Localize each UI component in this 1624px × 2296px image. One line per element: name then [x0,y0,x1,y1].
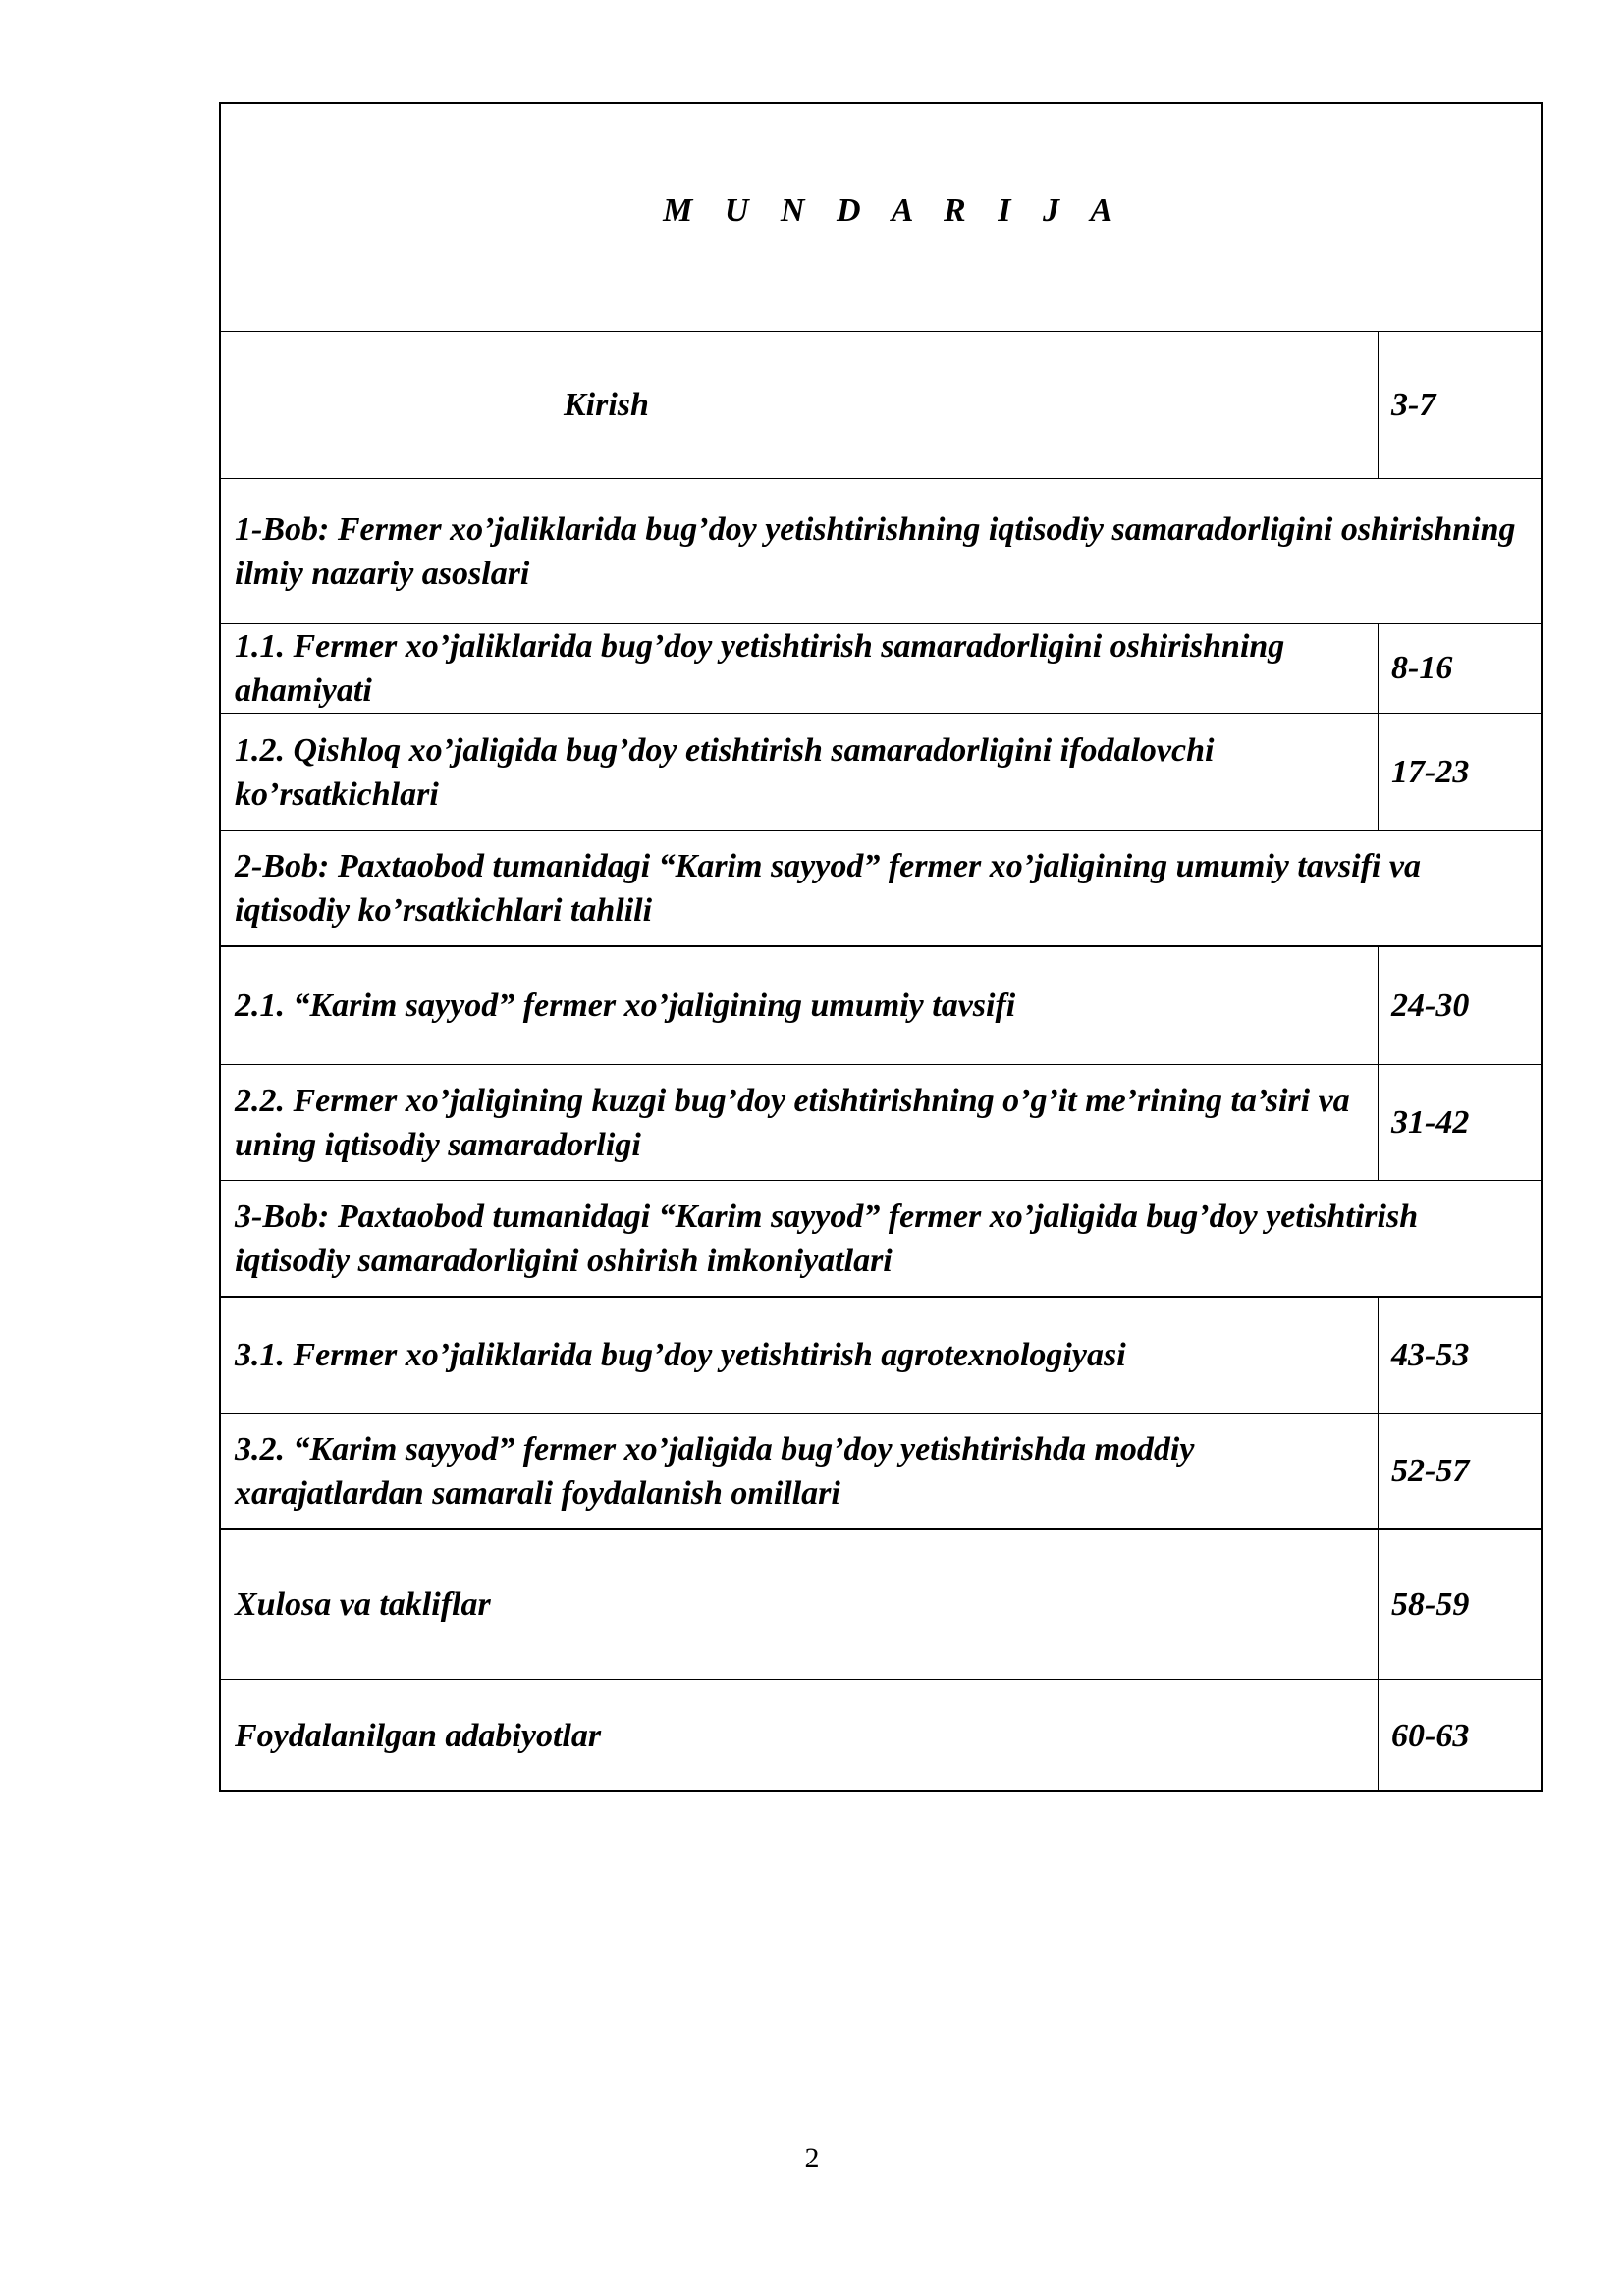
toc-label-2-1: 2.1. “Karim sayyod” fermer xo’jaligining umumiy tavsifi [235,988,1016,1024]
toc-pages-conclusion: 58-59 [1378,1530,1541,1679]
toc-row-3-2 [221,1414,1541,1530]
toc-label-chapter-3: 3-Bob: Paxtaobod tumanidagi “Karim sayyod” fermer xo’jaligida bug’doy yetishtirish iqtisodiy samaradorligini oshirish imkoniyatlari [235,1198,1419,1279]
toc-row-intro [221,332,1541,479]
toc-pages-2-1: 24-30 [1378,947,1541,1064]
toc-pages-references: 60-63 [1378,1680,1541,1792]
toc-pages-2-2: 31-42 [1378,1065,1541,1180]
toc-title: M U N D A R I J A [663,191,1124,229]
toc-row-references [221,1680,1541,1792]
toc-label-chapter-2: 2-Bob: Paxtaobod tumanidagi “Karim sayyod” fermer xo’jaligining umumiy tavsifi va iqtisodiy ko’rsatkichlari tahlili [235,848,1421,929]
toc-row-3-1 [221,1298,1541,1414]
toc-title-row [221,104,1541,332]
toc-pages-1-2: 17-23 [1378,714,1541,830]
toc-row-2-2 [221,1065,1541,1181]
toc-pages-3-1: 43-53 [1378,1298,1541,1413]
toc-row-2-1 [221,947,1541,1065]
toc-row-chapter-1 [221,479,1541,624]
toc-row-1-1 [221,624,1541,714]
toc-row-chapter-2 [221,831,1541,947]
toc-label-conclusion: Xulosa va takliflar [235,1586,491,1623]
toc-label-1-2: 1.2. Qishloq xo’jaligida bug’doy etishtirish samaradorligini ifodalovchi ko’rsatkichlari [235,731,1215,813]
table-of-contents [219,102,1543,1792]
toc-row-conclusion [221,1530,1541,1680]
toc-label-references: Foydalanilgan adabiyotlar [235,1718,602,1754]
toc-label-chapter-1: 1-Bob: Fermer xo’jaliklarida bug’doy yetishtirishning iqtisodiy samaradorligini oshirishning ilmiy nazariy asoslari [235,510,1516,592]
toc-label-3-2: 3.2. “Karim sayyod” fermer xo’jaligida bug’doy yetishtirishda moddiy xarajatlardan samarali foydalanish omillari [235,1430,1195,1512]
toc-pages-1-1: 8-16 [1378,624,1541,713]
toc-label-1-1: 1.1. Fermer xo’jaliklarida bug’doy yetishtirish samaradorligini oshirishning ahamiyati [235,628,1285,709]
toc-label-3-1: 3.1. Fermer xo’jaliklarida bug’doy yetishtirish agrotexnologiyasi [235,1337,1126,1373]
toc-row-chapter-3 [221,1181,1541,1298]
toc-row-1-2 [221,714,1541,831]
toc-label-2-2: 2.2. Fermer xo’jaligining kuzgi bug’doy etishtirishning o’g’it me’rining ta’siri va uning iqtisodiy samaradorligi [235,1082,1350,1163]
toc-pages-intro: 3-7 [1378,332,1541,478]
toc-label-intro: Kirish [564,386,649,423]
toc-pages-3-2: 52-57 [1378,1414,1541,1528]
page-number: 2 [804,2142,820,2174]
